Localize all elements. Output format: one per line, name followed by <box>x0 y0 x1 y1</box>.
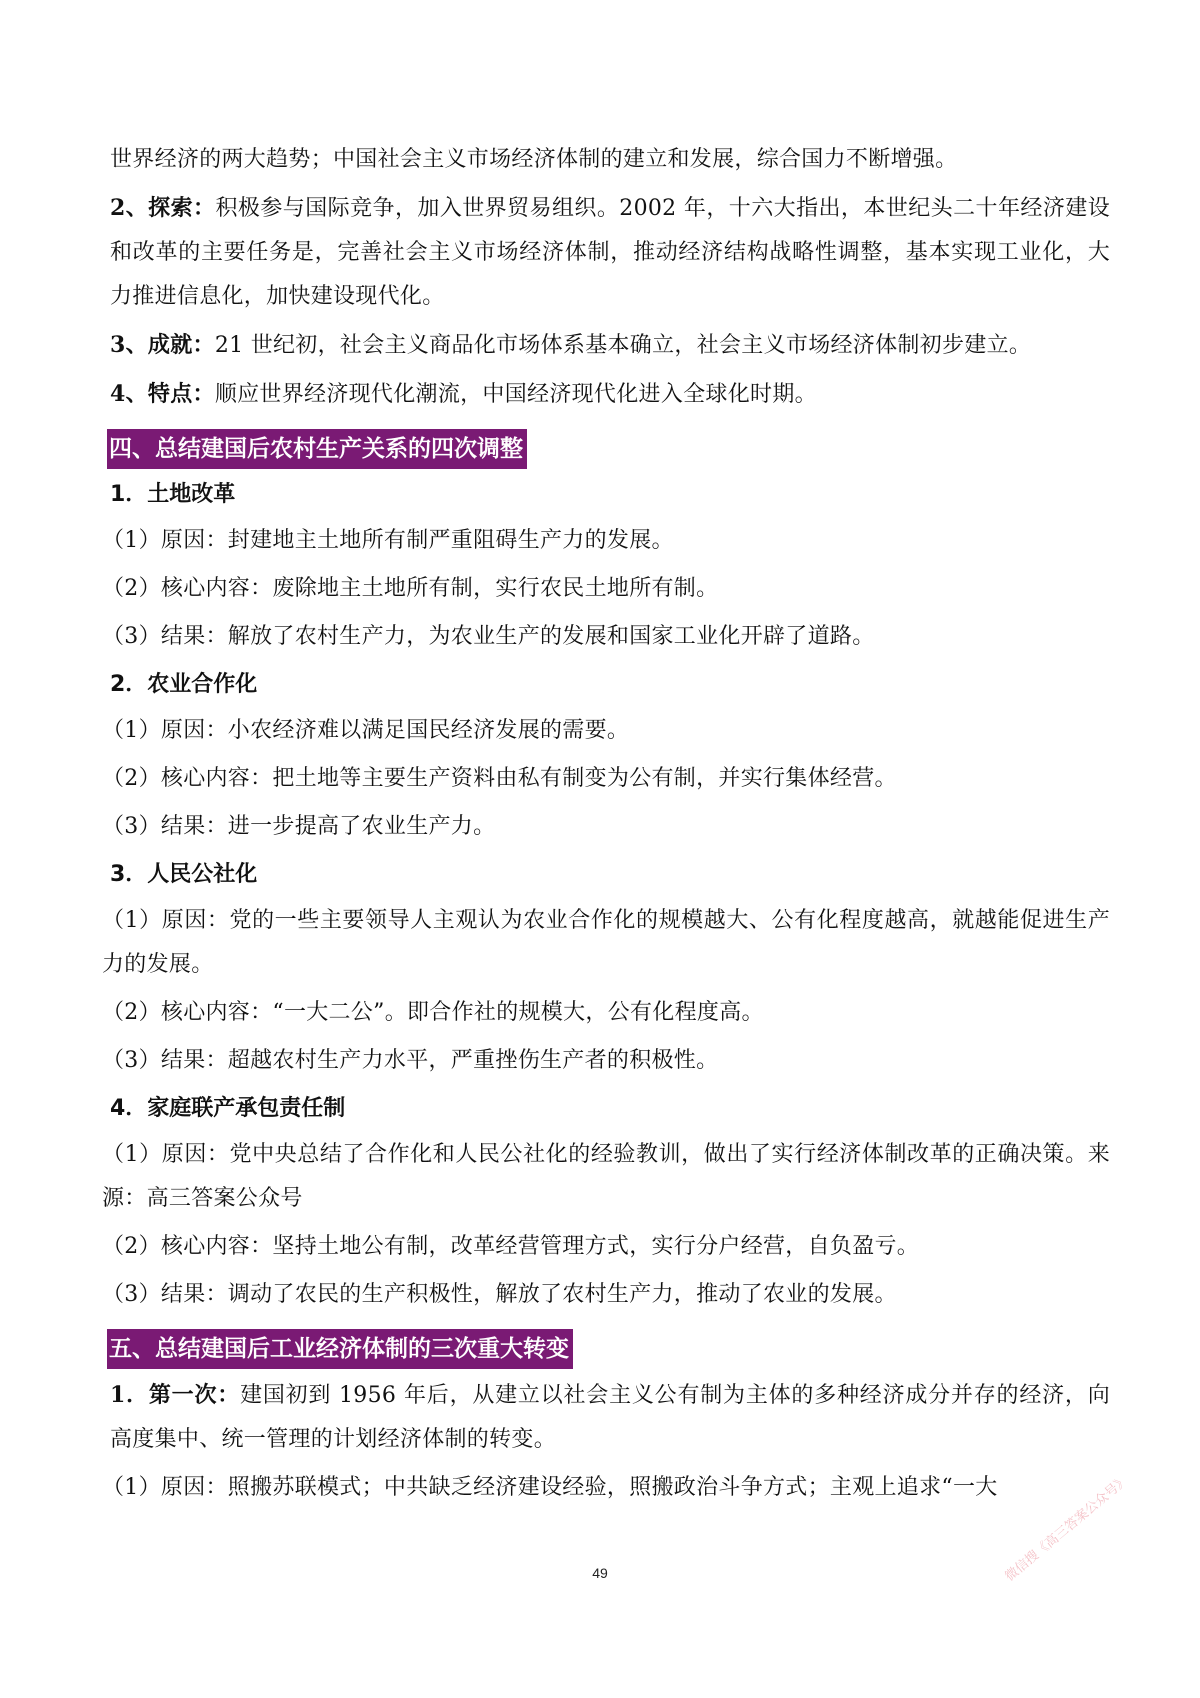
page-content <box>102 138 1111 1514</box>
section-heading: 五、总结建国后工业经济体制的三次重大转变 <box>107 1329 573 1369</box>
paragraph <box>110 186 1110 319</box>
watermark: 微信搜《高三答案公众号》 <box>1002 1472 1132 1585</box>
paragraph-label: 3、成就： <box>110 332 215 358</box>
paragraph-text: 顺应世界经济现代化潮流，中国经济现代化进入全球化时期。 <box>214 382 817 407</box>
list-item: （2）核心内容：坚持土地公有制，改革经营管理方式，实行分户经营，自负盈亏。 <box>102 1234 920 1259</box>
page-number: 49 <box>592 1565 608 1581</box>
paragraph <box>110 323 1110 368</box>
list-item: （1）原因：小农经济难以满足国民经济发展的需要。 <box>102 718 630 743</box>
paragraph-text: 世界经济的两大趋势；中国社会主义市场经济体制的建立和发展，综合国力不断增强。 <box>110 147 958 172</box>
paragraph-label: 4、特点： <box>110 381 215 407</box>
list-item: （2）核心内容：废除地主土地所有制，实行农民土地所有制。 <box>102 576 719 601</box>
section-heading: 四、总结建国后农村生产关系的四次调整 <box>107 429 527 469</box>
paragraph-text: 21 世纪初，社会主义商品化市场体系基本确立，社会主义市场经济体制初步建立。 <box>214 333 1032 358</box>
list-item: （3）结果：超越农村生产力水平，严重挫伤生产者的积极性。 <box>102 1048 719 1073</box>
list-item: （3）结果：解放了农村生产力，为农业生产的发展和国家工业化开辟了道路。 <box>102 624 875 649</box>
list-item: （1）原因：照搬苏联模式；中共缺乏经济建设经验，照搬政治斗争方式；主观上追求“一大 <box>102 1475 998 1500</box>
paragraph-text: 积极参与国际竞争，加入世界贸易组织。2002 年，十六大指出，本世纪头二十年经济建设和改革的主要任务是，完善社会主义市场经济体制，推动经济结构战略性调整，基本实现工业化，大力推进信息化，加快建设现代化。 <box>110 196 1110 309</box>
list-item: （3）结果：调动了农民的生产积极性，解放了农村生产力，推动了农业的发展。 <box>102 1282 897 1307</box>
subsection-title: 4．家庭联产承包责任制 <box>110 1096 346 1121</box>
list-item: （1）原因：封建地主土地所有制严重阻碍生产力的发展。 <box>102 528 674 553</box>
list-item: （1）原因：党中央总结了合作化和人民公社化的经验教训，做出了实行经济体制改革的正确决策。来源：高三答案公众号 <box>102 1142 1110 1211</box>
paragraph <box>110 372 1110 417</box>
list-item: （2）核心内容：把土地等主要生产资料由私有制变为公有制，并实行集体经营。 <box>102 766 897 791</box>
paragraph-label: 1．第一次： <box>110 1382 241 1408</box>
subsection-title: 2．农业合作化 <box>110 672 258 697</box>
paragraph-text: 建国初到 1956 年后，从建立以社会主义公有制为主体的多种经济成分并存的经济，向高度集中、统一管理的计划经济体制的转变。 <box>110 1383 1111 1452</box>
paragraph-label: 2、探索： <box>110 195 216 221</box>
subsection-title: 3．人民公社化 <box>110 862 258 887</box>
paragraph <box>110 138 1110 182</box>
list-item: （1）原因：党的一些主要领导人主观认为农业合作化的规模越大、公有化程度越高，就越能促进生产力的发展。 <box>102 908 1110 977</box>
subsection-title: 1．土地改革 <box>110 482 236 507</box>
paragraph <box>110 1373 1110 1462</box>
list-item: （3）结果：进一步提高了农业生产力。 <box>102 814 496 839</box>
list-item: （2）核心内容：“一大二公”。即合作社的规模大，公有化程度高。 <box>102 1000 764 1025</box>
